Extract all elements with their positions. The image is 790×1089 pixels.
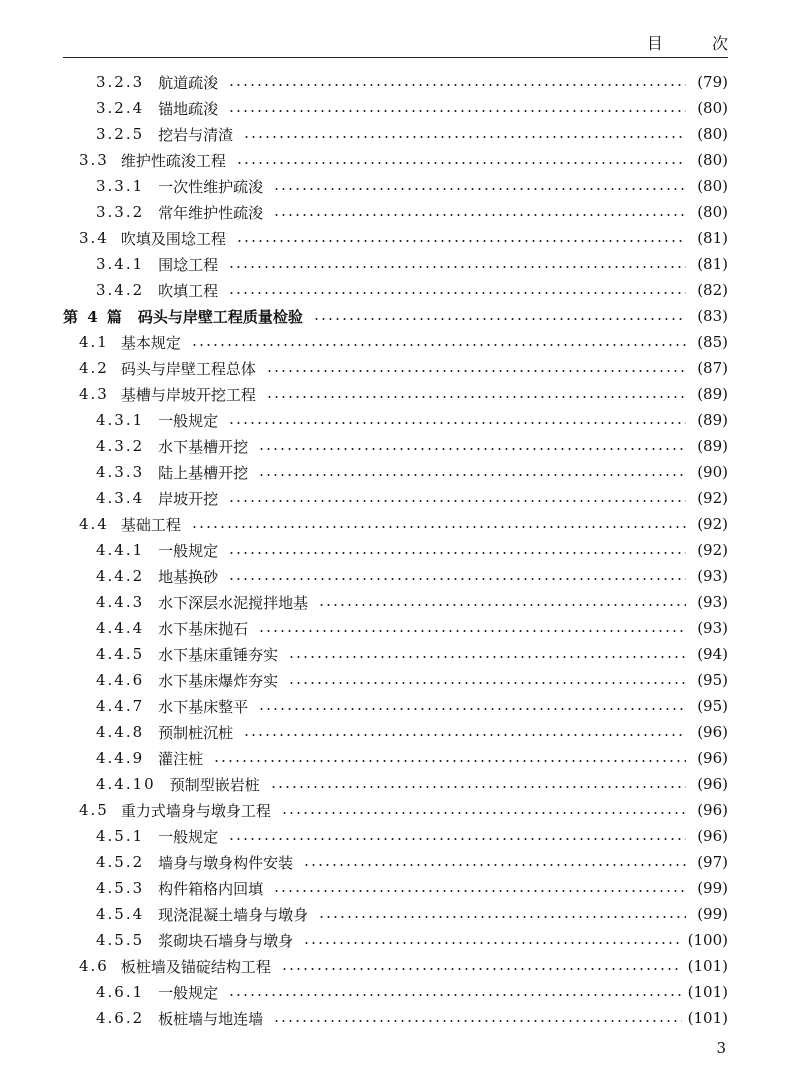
toc-entry (63, 329, 728, 355)
dot-leader (281, 812, 686, 814)
toc-entry-page: (82) (697, 281, 728, 299)
dot-leader (270, 786, 686, 788)
toc-entry-number: 4.5.2 (96, 853, 145, 871)
toc-entry-page: (94) (697, 645, 728, 663)
header-rule (63, 57, 728, 58)
dot-leader (273, 214, 686, 216)
toc-entry-number: 4.4.9 (96, 749, 145, 767)
dot-leader (303, 942, 681, 944)
dot-leader (288, 682, 686, 684)
dot-leader (228, 110, 686, 112)
dot-leader (228, 994, 681, 996)
toc-entry (63, 901, 728, 927)
dot-leader (191, 344, 686, 346)
toc-entry (63, 277, 728, 303)
dot-leader (228, 84, 686, 86)
toc-entry-title: 锚地疏浚 (158, 99, 219, 118)
toc-entry-title: 基槽与岸坡开挖工程 (120, 385, 256, 404)
dot-leader (258, 448, 686, 450)
toc-entry-number: 3.2.5 (96, 125, 145, 143)
toc-entry-title: 码头与岸壁工程总体 (120, 359, 256, 378)
toc-entry-title: 现浇混凝土墙身与墩身 (158, 905, 309, 924)
dot-leader (243, 136, 686, 138)
page-number: 3 (716, 1039, 726, 1057)
toc-entry-title: 水下基床重锤夯实 (158, 645, 279, 664)
toc-entry (63, 823, 728, 849)
toc-entry (63, 563, 728, 589)
toc-entry-title: 墙身与墩身构件安装 (158, 853, 294, 872)
toc-entry-number: 3.3.1 (96, 177, 145, 195)
toc-entry (63, 511, 728, 537)
toc-entry-number: 4.5.3 (96, 879, 145, 897)
toc-entry-page: (87) (697, 359, 728, 377)
dot-leader (228, 578, 686, 580)
toc-entry-title: 维护性疏浚工程 (120, 151, 226, 170)
toc-entry-number: 4.4.5 (96, 645, 145, 663)
dot-leader (228, 422, 686, 424)
dot-leader (273, 890, 686, 892)
toc-entry (63, 537, 728, 563)
toc-entry-number: 4.3 (79, 385, 109, 403)
toc-entry (63, 771, 728, 797)
toc-entry-number: 4.4 (79, 515, 109, 533)
toc-entry-number: 4.4.10 (96, 775, 156, 793)
toc-entry-page: (89) (697, 411, 728, 429)
dot-leader (243, 734, 686, 736)
toc-entry-number: 4.4.1 (96, 541, 145, 559)
toc-entry-title: 挖岩与清渣 (158, 125, 234, 144)
toc-entry (63, 979, 728, 1005)
dot-leader (228, 266, 686, 268)
dot-leader (281, 968, 682, 970)
toc-entry-number: 3.3 (79, 151, 109, 169)
dot-leader (236, 162, 686, 164)
dot-leader (258, 708, 686, 710)
toc-entry (63, 589, 728, 615)
toc-entry (63, 641, 728, 667)
dot-leader (228, 552, 686, 554)
toc-entry-number: 4.5.5 (96, 931, 145, 949)
toc-entry (63, 173, 728, 199)
toc-entry (63, 719, 728, 745)
toc-entry (63, 381, 728, 407)
toc-entry-page: (80) (697, 151, 728, 169)
toc-entry-title: 水下基床爆炸夯实 (158, 671, 279, 690)
toc-entry-title: 基础工程 (120, 515, 181, 534)
toc-entry-page: (85) (697, 333, 728, 351)
toc-entry (63, 485, 728, 511)
toc-entry-title: 浆砌块石墙身与墩身 (158, 931, 294, 950)
toc-entry-title: 水下基槽开挖 (158, 437, 249, 456)
toc-entry (63, 199, 728, 225)
toc-entry-page: (83) (697, 307, 728, 325)
toc-entry-page: (89) (697, 437, 728, 455)
toc-entry-page: (80) (697, 177, 728, 195)
toc-entry-title: 水下基床整平 (158, 697, 249, 716)
toc-entry-title: 预制桩沉桩 (158, 723, 234, 742)
toc-entry (63, 69, 728, 95)
toc-entry-page: (100) (687, 931, 728, 949)
toc-entry-title: 一般规定 (158, 827, 219, 846)
dot-leader (273, 188, 686, 190)
dot-leader (318, 916, 686, 918)
toc-entry (63, 355, 728, 381)
dot-leader (313, 318, 686, 320)
toc-entry-number: 3.3.2 (96, 203, 145, 221)
toc-entry (63, 251, 728, 277)
toc-entry-title: 吹填及围埝工程 (120, 229, 226, 248)
toc-entry-title: 常年维护性疏浚 (158, 203, 264, 222)
toc-entry-page: (99) (697, 879, 728, 897)
toc-entry-page: (93) (697, 567, 728, 585)
toc-entry-page: (96) (697, 723, 728, 741)
toc-entry-page: (96) (697, 749, 728, 767)
toc-entry-number: 3.2.3 (96, 73, 145, 91)
toc-entry-number: 3.4.1 (96, 255, 145, 273)
toc-entry-number: 4.4.7 (96, 697, 145, 715)
toc-entry-number: 4.4.4 (96, 619, 145, 637)
dot-leader (266, 396, 686, 398)
toc-entry-page: (97) (697, 853, 728, 871)
dot-leader (228, 500, 686, 502)
toc-entry-number: 第 4 篇 (63, 307, 124, 326)
toc-entry-number: 4.3.3 (96, 463, 145, 481)
toc-entry-title: 一般规定 (158, 411, 219, 430)
toc-entry-page: (92) (697, 515, 728, 533)
toc-entry-title: 水下深层水泥搅拌地基 (158, 593, 309, 612)
toc-entry-title: 板桩墙与地连墙 (158, 1009, 264, 1028)
toc-entry-title: 预制型嵌岩桩 (169, 775, 260, 794)
toc-entry-page: (92) (697, 541, 728, 559)
table-of-contents (63, 69, 728, 1031)
toc-entry-number: 4.3.1 (96, 411, 145, 429)
toc-entry-title: 基本规定 (120, 333, 181, 352)
toc-entry-number: 4.4.6 (96, 671, 145, 689)
toc-entry-page: (96) (697, 827, 728, 845)
dot-leader (213, 760, 686, 762)
toc-entry-number: 4.6.1 (96, 983, 145, 1001)
dot-leader (228, 292, 686, 294)
toc-entry-page: (96) (697, 801, 728, 819)
toc-entry-title: 构件箱格内回填 (158, 879, 264, 898)
dot-leader (191, 526, 686, 528)
toc-entry-title: 灌注桩 (158, 749, 204, 768)
toc-entry-number: 4.3.2 (96, 437, 145, 455)
toc-entry (63, 849, 728, 875)
dot-leader (266, 370, 686, 372)
toc-entry (63, 407, 728, 433)
toc-entry (63, 953, 728, 979)
toc-entry (63, 225, 728, 251)
toc-entry-title: 地基换砂 (158, 567, 219, 586)
toc-entry-page: (80) (697, 125, 728, 143)
toc-entry-page: (99) (697, 905, 728, 923)
toc-entry (63, 147, 728, 173)
toc-entry (63, 615, 728, 641)
toc-entry-title: 码头与岸壁工程质量检验 (137, 307, 303, 326)
toc-entry-page: (80) (697, 203, 728, 221)
toc-entry-page: (101) (687, 983, 728, 1001)
toc-entry-number: 4.5.4 (96, 905, 145, 923)
toc-entry (63, 459, 728, 485)
toc-entry-page: (101) (687, 1009, 728, 1027)
toc-entry-number: 4.2 (79, 359, 109, 377)
toc-entry-title: 板桩墙及锚碇结构工程 (120, 957, 271, 976)
toc-entry-page: (81) (697, 255, 728, 273)
toc-entry-number: 4.4.2 (96, 567, 145, 585)
toc-entry-page: (95) (697, 697, 728, 715)
toc-entry (63, 667, 728, 693)
toc-entry (63, 797, 728, 823)
toc-entry-title: 围埝工程 (158, 255, 219, 274)
toc-entry-number: 4.6.2 (96, 1009, 145, 1027)
toc-entry-title: 岸坡开挖 (158, 489, 219, 508)
toc-entry-page: (79) (697, 73, 728, 91)
toc-entry-title: 陆上基槽开挖 (158, 463, 249, 482)
dot-leader (288, 656, 686, 658)
toc-entry-title: 一次性维护疏浚 (158, 177, 264, 196)
toc-entry (63, 693, 728, 719)
dot-leader (228, 838, 686, 840)
running-header-title: 目 次 (646, 34, 750, 53)
toc-entry (63, 745, 728, 771)
toc-entry-title: 航道疏浚 (158, 73, 219, 92)
toc-entry-page: (92) (697, 489, 728, 507)
toc-entry-page: (80) (697, 99, 728, 117)
toc-entry (63, 1005, 728, 1031)
toc-entry (63, 121, 728, 147)
toc-entry-number: 4.5 (79, 801, 109, 819)
toc-entry-number: 4.4.3 (96, 593, 145, 611)
dot-leader (258, 474, 686, 476)
dot-leader (303, 864, 686, 866)
toc-entry-title: 一般规定 (158, 983, 219, 1002)
toc-entry-page: (95) (697, 671, 728, 689)
toc-entry (63, 433, 728, 459)
toc-entry-title: 吹填工程 (158, 281, 219, 300)
toc-entry-page: (93) (697, 593, 728, 611)
toc-entry-title: 一般规定 (158, 541, 219, 560)
dot-leader (258, 630, 686, 632)
toc-entry-page: (93) (697, 619, 728, 637)
toc-entry-title: 重力式墙身与墩身工程 (120, 801, 271, 820)
toc-entry-number: 3.2.4 (96, 99, 145, 117)
toc-entry (63, 95, 728, 121)
toc-entry (63, 875, 728, 901)
toc-entry-page: (90) (697, 463, 728, 481)
dot-leader (236, 240, 686, 242)
toc-entry-page: (81) (697, 229, 728, 247)
toc-entry-number: 4.4.8 (96, 723, 145, 741)
toc-entry-number: 4.3.4 (96, 489, 145, 507)
toc-entry-number: 4.6 (79, 957, 109, 975)
toc-entry (63, 927, 728, 953)
toc-entry-number: 3.4.2 (96, 281, 145, 299)
toc-entry-number: 3.4 (79, 229, 109, 247)
dot-leader (318, 604, 686, 606)
toc-entry-number: 4.1 (79, 333, 109, 351)
toc-entry-page: (101) (687, 957, 728, 975)
toc-entry-number: 4.5.1 (96, 827, 145, 845)
toc-entry (63, 303, 728, 329)
toc-entry-page: (96) (697, 775, 728, 793)
toc-entry-page: (89) (697, 385, 728, 403)
toc-entry-title: 水下基床抛石 (158, 619, 249, 638)
dot-leader (273, 1020, 681, 1022)
